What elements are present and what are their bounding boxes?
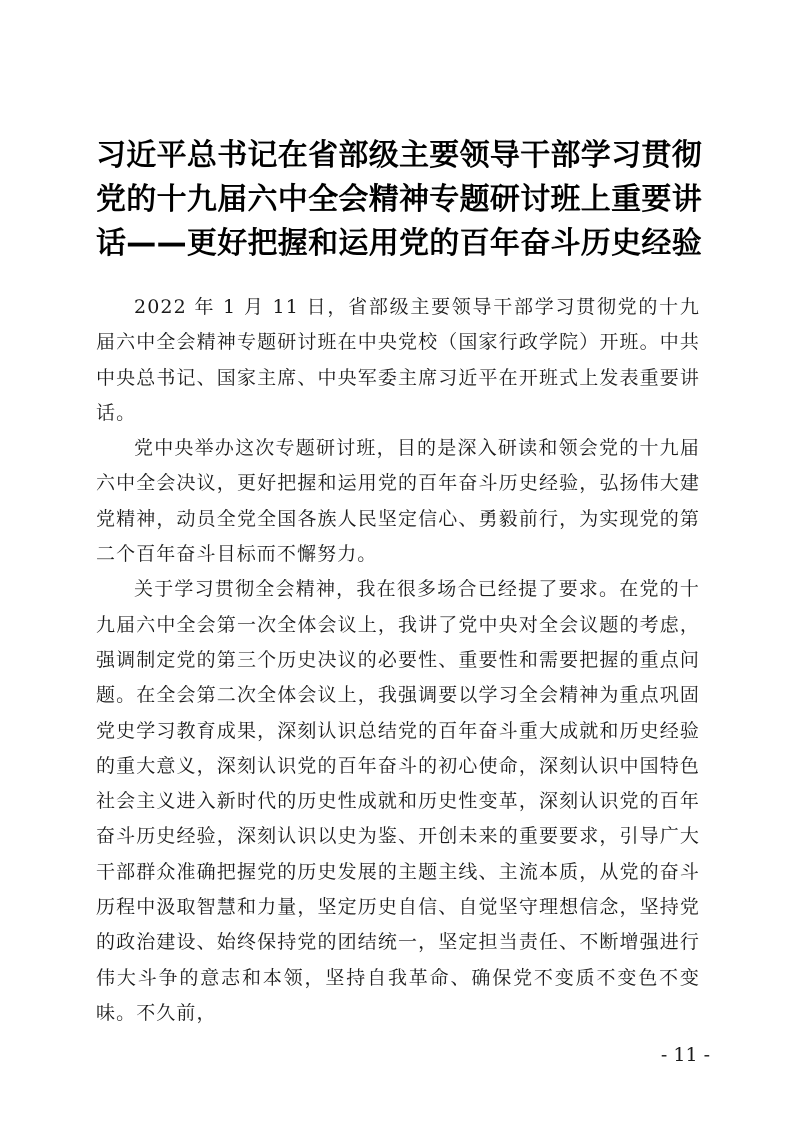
paragraph-1: 2022 年 1 月 11 日，省部级主要领导干部学习贯彻党的十九届六中全会精神专题研讨班在中央党校（国家行政学院）开班。中共中央总书记、国家主席、中央军委主席习近平在开班式上发表重要讲话。: [96, 296, 700, 424]
paragraph-2: 党中央举办这次专题研讨班，目的是深入研读和领会党的十九届六中全会决议，更好把握和运用党的百年奋斗历史经验，弘扬伟大建党精神，动员全党全国各族人民坚定信心、勇毅前行，为实现党的第二个百年奋斗目标而不懈努力。: [96, 437, 700, 566]
paragraph-3: 关于学习贯彻全会精神，我在很多场合已经提了要求。在党的十九届六中全会第一次全体会议上，我讲了党中央对全会议题的考虑，强调制定党的第三个历史决议的必要性、重要性和需要把握的重点问题。在全会第二次全体会议上，我强调要以学习全会精神为重点巩固党史学习教育成果，深刻认识总结党的百年奋斗重大成就和历史经验的重大意义，深刻认识党的百年奋斗的初心使命，深刻认识中国特色社会主义进入新时代的历史性成就和历史性变革，深刻认识党的百年奋斗历史经验，深刻认识以史为鉴、开创未来的重要要求，引导广大干部群众准确把握党的历史发展的主题主线、主流本质，从党的奋斗历程中汲取智慧和力量，坚定历史自信、自觉坚守理想信念，坚持党的政治建设、始终保持党的团结统一，坚定担当责任、不断增强进行伟大斗争的意志和本领，坚持自我革命、确保党不变质不变色不变味。不久前，: [96, 578, 700, 1024]
document-title: 习近平总书记在省部级主要领导干部学习贯彻党的十九届六中全会精神专题研讨班上重要讲话——更好把握和运用党的百年奋斗历史经验: [96, 138, 702, 261]
document-body: [96, 290, 700, 1031]
page-number: - 11 -: [660, 1044, 710, 1066]
